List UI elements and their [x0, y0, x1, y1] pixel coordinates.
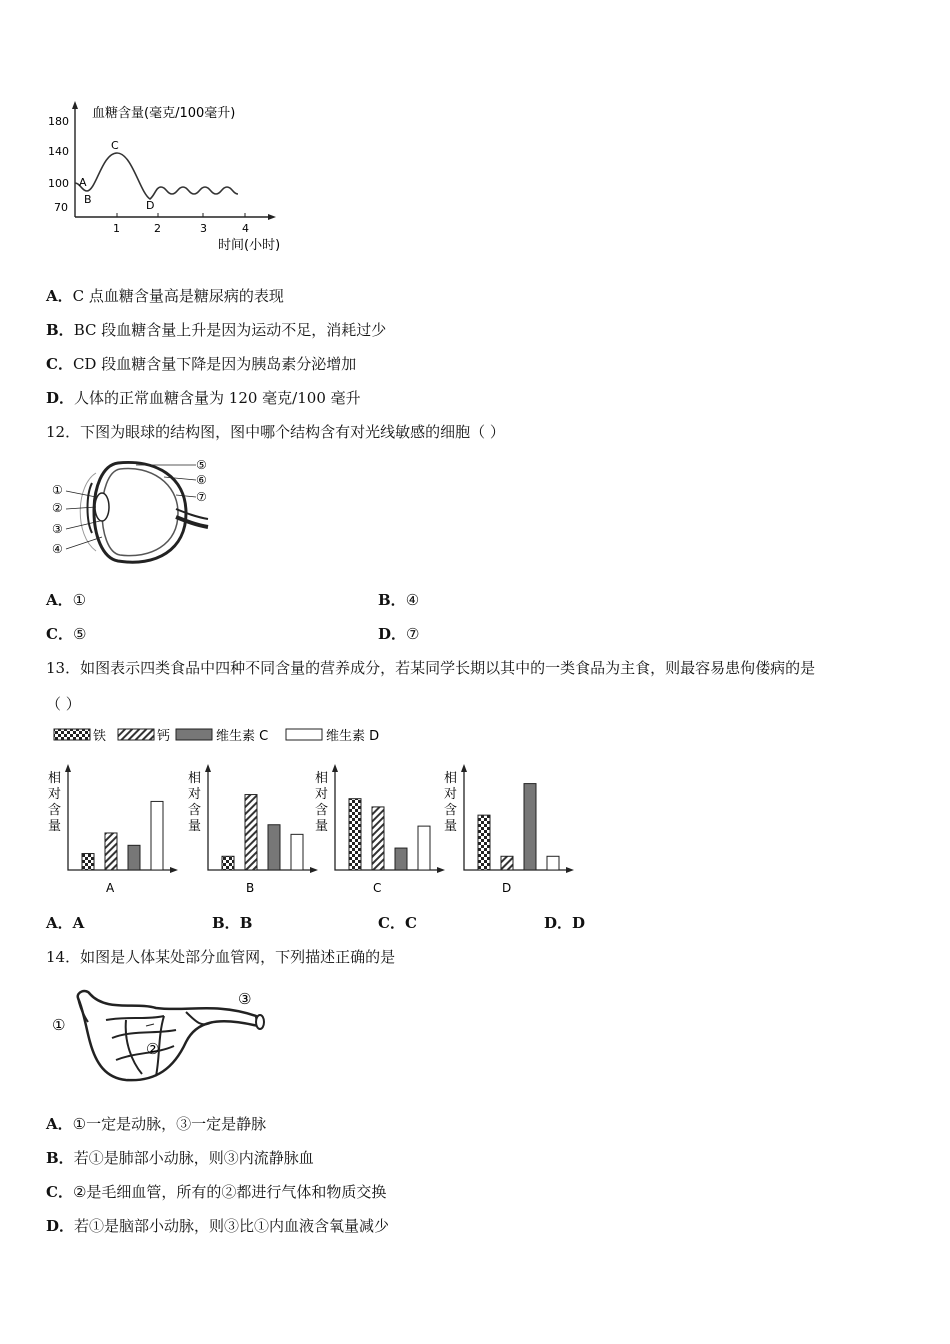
eye-label-4: ④	[52, 542, 63, 556]
q11-option-c[interactable]: C．CD 段血糖含量下降是因为胰岛素分泌增加	[46, 355, 357, 373]
q11-option-b[interactable]: B．BC 段血糖含量上升是因为运动不足，消耗过少	[46, 321, 387, 339]
axis-arrow	[461, 764, 467, 772]
q12-option-a[interactable]: A．①	[46, 591, 87, 609]
q13-option-b[interactable]: B．B	[212, 914, 253, 932]
vessel-label-1: ①	[52, 1016, 66, 1034]
group-label: D	[502, 881, 512, 895]
y-tick: 180	[48, 115, 69, 128]
q14-option-c[interactable]: C．②是毛细血管，所有的②都进行气体和物质交换	[46, 1183, 387, 1201]
legend-calcium: 钙	[157, 729, 171, 744]
q11-option-a[interactable]: A．C 点血糖含量高是糖尿病的表现	[46, 287, 284, 305]
y-tick: 70	[54, 201, 68, 214]
y-axis-label-char: 量	[315, 819, 329, 834]
axis-arrow	[310, 867, 318, 873]
y-axis-label-char: 含	[188, 803, 202, 818]
y-axis-label-char: 对	[188, 787, 202, 802]
bar-d-4	[547, 856, 559, 870]
q13-option-d[interactable]: D．D	[544, 914, 586, 932]
q12-option-d[interactable]: D．⑦	[378, 625, 420, 643]
x-axis-label: 时间(小时)	[218, 238, 281, 253]
y-axis-label-char: 量	[188, 819, 202, 834]
nutrient-bar-charts	[46, 722, 586, 902]
bar-d-2	[501, 856, 513, 870]
bar-b-2	[245, 795, 257, 870]
x-tick: 4	[242, 222, 249, 235]
bar-c-3	[395, 848, 407, 870]
eye-label-6: ⑥	[196, 473, 207, 487]
q12-option-b[interactable]: B．④	[378, 591, 420, 609]
bar-b-3	[268, 825, 280, 870]
axis-arrow	[205, 764, 211, 772]
bar-b-1	[222, 856, 234, 870]
legend-iron-swatch	[54, 729, 90, 740]
group-label: C	[373, 881, 382, 895]
axis-arrow	[332, 764, 338, 772]
point-label-d: D	[146, 199, 155, 212]
point-label-c: C	[111, 139, 119, 152]
bar-b-4	[291, 834, 303, 870]
q14-option-a[interactable]: A．①一定是动脉，③一定是静脉	[46, 1115, 267, 1133]
q13-option-c[interactable]: C．C	[378, 914, 417, 932]
bar-a-4	[151, 801, 163, 870]
legend-vitc: 维生素 C	[216, 729, 269, 744]
y-axis-label-char: 对	[444, 787, 458, 802]
bar-c-1	[349, 799, 361, 870]
y-axis-label-char: 对	[315, 787, 329, 802]
q13-stem: 13．如图表示四类食品中四种不同含量的营养成分，若某同学长期以其中的一类食品为主食，则最容易患佝偻病的是	[46, 659, 816, 677]
legend-vitd: 维生素 D	[326, 729, 380, 744]
y-axis-label-char: 含	[444, 803, 458, 818]
legend-vitd-swatch	[286, 729, 322, 740]
q12-option-c[interactable]: C．⑤	[46, 625, 87, 643]
blood-sugar-curve	[75, 153, 238, 199]
y-axis-label-char: 量	[48, 819, 62, 834]
q14-option-d[interactable]: D．若①是脑部小动脉，则③比①内血液含氧量减少	[46, 1217, 390, 1235]
bar-c-4	[418, 826, 430, 870]
bar-group-b	[188, 764, 318, 895]
axis-arrow	[437, 867, 445, 873]
y-axis-label-char: 相	[48, 771, 62, 786]
group-label: B	[246, 881, 255, 895]
eye-label-7: ⑦	[196, 490, 207, 504]
y-axis-label-char: 相	[315, 771, 329, 786]
y-axis-label-char: 量	[444, 819, 458, 834]
chart-title: 血糖含量(毫克/100毫升)	[92, 106, 236, 121]
axis-arrow	[170, 867, 178, 873]
y-axis-label-char: 含	[315, 803, 329, 818]
q12-stem: 12．下图为眼球的结构图，图中哪个结构含有对光线敏感的细胞（ ）	[46, 423, 505, 441]
legend-vitc-swatch	[176, 729, 212, 740]
bar-a-1	[82, 854, 94, 870]
q11-option-d[interactable]: D．人体的正常血糖含量为 120 毫克/100 毫升	[46, 389, 361, 407]
point-label-b: B	[84, 193, 92, 206]
legend-iron: 铁	[93, 729, 107, 744]
x-tick: 1	[113, 222, 120, 235]
eye-label-3: ③	[52, 522, 63, 536]
bar-c-2	[372, 807, 384, 870]
y-axis-label-char: 相	[444, 771, 458, 786]
q13-stem-2: （ ）	[46, 695, 81, 713]
q14-stem: 14．如图是人体某处部分血管网，下列描述正确的是	[46, 948, 396, 966]
bar-d-1	[478, 815, 490, 870]
bar-a-2	[105, 833, 117, 870]
q14-option-b[interactable]: B．若①是肺部小动脉，则③内流静脉血	[46, 1149, 314, 1167]
y-axis-label-char: 相	[188, 771, 202, 786]
bar-a-3	[128, 845, 140, 870]
group-label: A	[106, 881, 115, 895]
eye-label-1: ①	[52, 483, 63, 497]
y-axis-label-char: 对	[48, 787, 62, 802]
eye-label-2: ②	[52, 501, 63, 515]
bar-group-c	[315, 764, 445, 895]
blood-vessel-network	[46, 982, 276, 1092]
axis-arrow	[65, 764, 71, 772]
bar-group-d	[444, 764, 574, 895]
x-tick: 2	[154, 222, 161, 235]
eyeball-diagram	[46, 455, 226, 570]
bar-d-3	[524, 784, 536, 870]
vessel-label-2: ②	[146, 1040, 160, 1058]
axis-arrow	[566, 867, 574, 873]
y-tick: 100	[48, 177, 69, 190]
x-tick: 3	[200, 222, 207, 235]
legend-calcium-swatch	[118, 729, 154, 740]
y-axis-label-char: 含	[48, 803, 62, 818]
eye-label-5: ⑤	[196, 458, 207, 472]
bar-group-a	[48, 764, 178, 895]
y-tick: 140	[48, 145, 69, 158]
blood-sugar-chart	[40, 95, 310, 260]
vessel-label-3: ③	[238, 990, 252, 1008]
q13-option-a[interactable]: A．A	[46, 914, 85, 932]
point-label-a: A	[79, 176, 87, 189]
